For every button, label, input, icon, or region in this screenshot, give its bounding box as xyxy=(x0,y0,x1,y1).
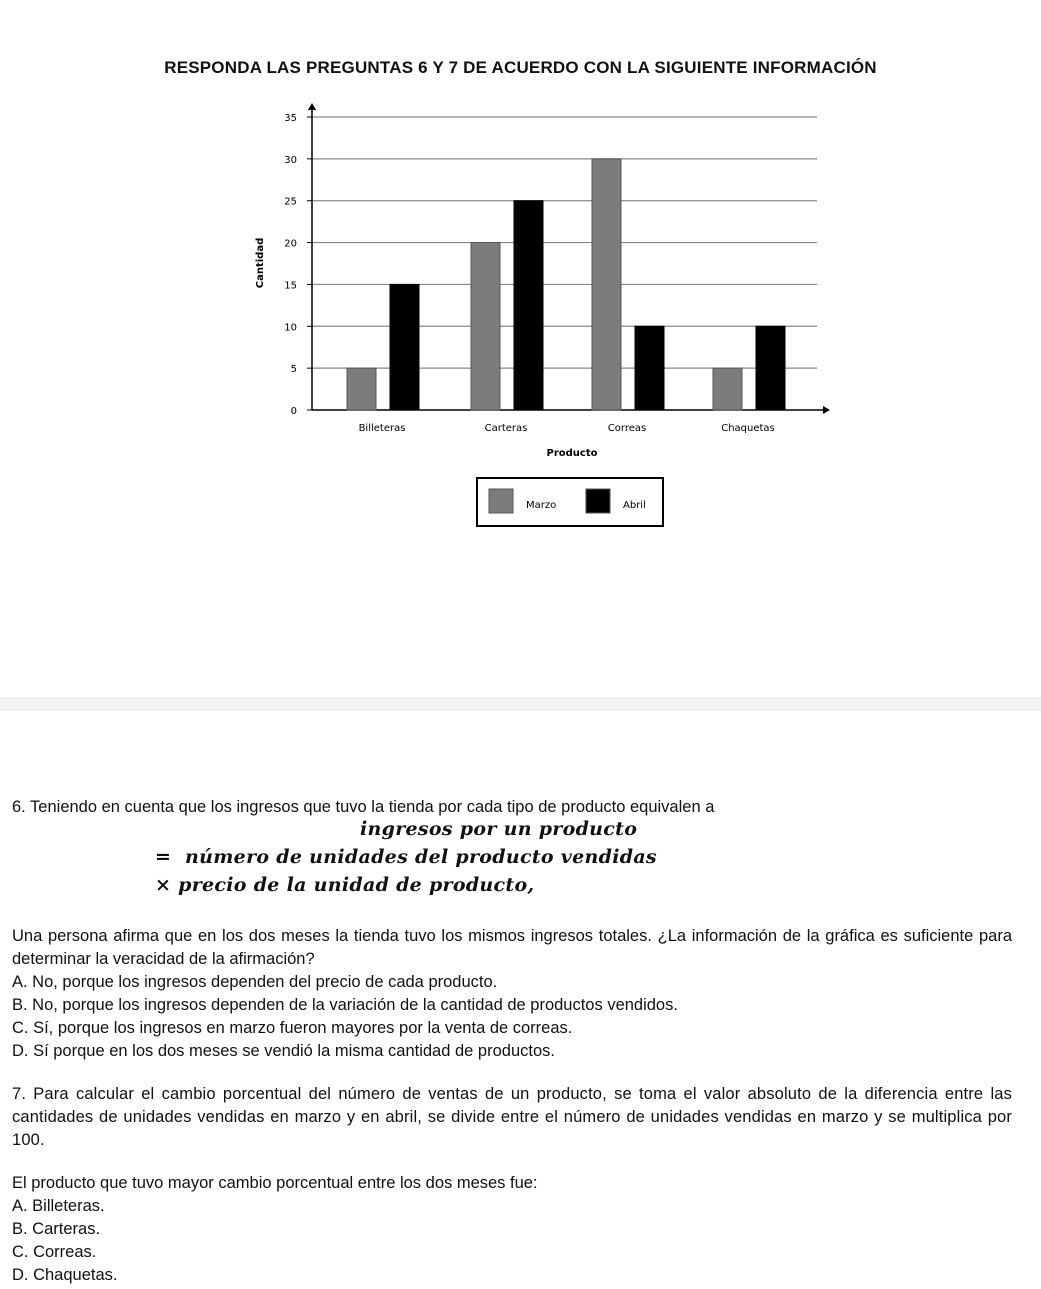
q6-option-b[interactable]: B. No, porque los ingresos dependen de la variación de la cantidad de productos vendidos. xyxy=(12,996,678,1014)
q7-option-b[interactable]: B. Carteras. xyxy=(12,1220,101,1238)
q7-options xyxy=(12,1195,1012,1287)
y-axis-title: Cantidad xyxy=(255,237,266,289)
formula-line-2: = número de unidades del producto vendidas xyxy=(155,846,657,868)
q6-option-d[interactable]: D. Sí porque en los dos meses se vendió la misma cantidad de productos. xyxy=(12,1042,555,1060)
q6-option-a[interactable]: A. No, porque los ingresos dependen del precio de cada producto. xyxy=(12,973,498,991)
bar-marzo-chaquetas xyxy=(713,368,742,410)
bar-abril-chaquetas xyxy=(756,326,785,410)
x-axis-title: Producto xyxy=(546,448,598,459)
section-heading: RESPONDA LAS PREGUNTAS 6 Y 7 DE ACUERDO CON LA SIGUIENTE INFORMACIÓN xyxy=(164,58,877,77)
y-tick-label: 10 xyxy=(284,322,297,334)
legend-swatch-marzo xyxy=(489,489,513,513)
q7-option-c[interactable]: C. Correas. xyxy=(12,1243,97,1261)
x-tick-label: Chaquetas xyxy=(721,423,775,434)
y-tick-label: 0 xyxy=(290,406,297,417)
legend-swatch-abril xyxy=(586,489,610,513)
q6-question: Una persona afirma que en los dos meses la tienda tuvo los mismos ingresos totales. ¿La información de la gráfica es suficiente para determinar la veracidad de la afirmación? xyxy=(12,927,1012,968)
bar-chart xyxy=(0,0,1041,540)
y-tick-label: 15 xyxy=(284,280,297,292)
formula-line-3: × precio de la unidad de producto, xyxy=(155,874,535,896)
q7-option-a[interactable]: A. Billeteras. xyxy=(12,1197,105,1215)
q7-option-d[interactable]: D. Chaquetas. xyxy=(12,1266,118,1284)
x-tick-label: Carteras xyxy=(484,423,528,434)
bar-marzo-correas xyxy=(592,159,621,410)
legend-label-abril: Abril xyxy=(623,500,646,511)
q6-intro: 6. Teniendo en cuenta que los ingresos que tuvo la tienda por cada tipo de producto equivalen a xyxy=(12,798,715,816)
y-tick-label: 20 xyxy=(284,238,297,250)
divider-band xyxy=(0,697,1041,711)
y-tick-label: 30 xyxy=(284,154,297,166)
bar-marzo-carteras xyxy=(471,243,500,410)
q7-question: El producto que tuvo mayor cambio porcentual entre los dos meses fue: xyxy=(12,1174,538,1192)
legend-label-marzo: Marzo xyxy=(526,500,557,511)
q6-option-c[interactable]: C. Sí, porque los ingresos en marzo fueron mayores por la venta de correas. xyxy=(12,1019,573,1037)
x-tick-label: Billeteras xyxy=(358,423,406,434)
x-axis-arrow xyxy=(823,406,830,414)
y-tick-label: 5 xyxy=(290,364,297,376)
bar-abril-carteras xyxy=(514,201,543,410)
bar-marzo-billeteras xyxy=(347,368,376,410)
q7-intro: 7. Para calcular el cambio porcentual del número de ventas de un producto, se toma el valor absoluto de la diferencia entre las cantidades de unidades vendidas en marzo y en abril, se divide entre el número de unidades vendidas en marzo y se multiplica por 100. xyxy=(12,1085,1012,1149)
formula-line-1: ingresos por un producto xyxy=(360,818,638,840)
bar-abril-billeteras xyxy=(390,284,419,410)
y-tick-label: 35 xyxy=(284,113,297,124)
x-tick-label: Correas xyxy=(607,423,647,434)
y-axis-arrow xyxy=(308,103,316,110)
q6-options xyxy=(12,971,1012,1063)
bar-abril-correas xyxy=(635,326,664,410)
y-tick-label: 25 xyxy=(284,196,297,208)
